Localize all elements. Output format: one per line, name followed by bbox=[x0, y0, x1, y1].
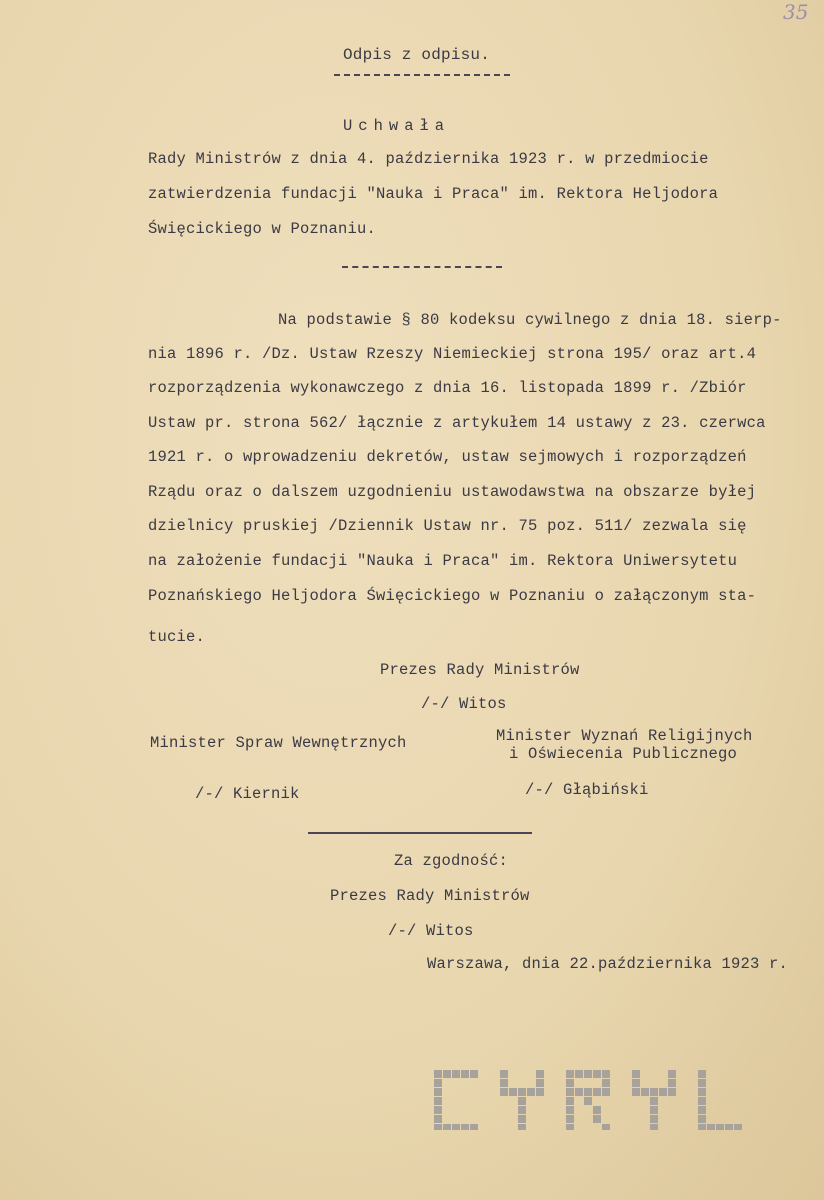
watermark-block bbox=[716, 1124, 724, 1130]
body-line: na założenie fundacji "Nauka i Praca" im. Rektora Uniwersytetu bbox=[148, 552, 738, 570]
watermark-block bbox=[602, 1070, 610, 1078]
watermark-block bbox=[725, 1124, 733, 1130]
subject-line: Rady Ministrów z dnia 4. października 1923 r. w przedmiocie bbox=[148, 150, 709, 168]
watermark-block bbox=[584, 1097, 592, 1105]
watermark-block bbox=[461, 1070, 469, 1078]
watermark-block bbox=[698, 1106, 706, 1114]
watermark-block bbox=[593, 1088, 601, 1096]
watermark-block bbox=[434, 1115, 442, 1123]
watermark-block bbox=[536, 1070, 544, 1078]
watermark-block bbox=[566, 1097, 574, 1105]
watermark-block bbox=[659, 1088, 667, 1096]
watermark-block bbox=[602, 1079, 610, 1087]
watermark-block bbox=[575, 1070, 583, 1078]
watermark-block bbox=[518, 1106, 526, 1114]
section-divider bbox=[342, 266, 502, 268]
religion-minister-title-2: i Oświecenia Publicznego bbox=[509, 745, 738, 763]
watermark-block bbox=[593, 1070, 601, 1078]
subject-line: Święcickiego w Poznaniu. bbox=[148, 220, 377, 238]
watermark-block bbox=[593, 1115, 601, 1123]
body-line: tucie. bbox=[148, 628, 206, 646]
body-line: Poznańskiego Heljodora Święcickiego w Poznaniu o załączonym sta- bbox=[148, 587, 757, 605]
watermark-block bbox=[443, 1124, 451, 1130]
watermark-block bbox=[452, 1124, 460, 1130]
religion-minister-title: Minister Wyznań Religijnych bbox=[496, 727, 753, 745]
page-number: 35 bbox=[783, 0, 809, 24]
watermark-block bbox=[668, 1070, 676, 1078]
watermark-block bbox=[632, 1088, 640, 1096]
religion-minister-signature: /-/ Głąbiński bbox=[525, 781, 649, 799]
watermark-block bbox=[575, 1088, 583, 1096]
watermark-block bbox=[461, 1124, 469, 1130]
watermark-block bbox=[566, 1106, 574, 1114]
watermark-block bbox=[668, 1079, 676, 1087]
watermark-block bbox=[527, 1088, 535, 1096]
body-line: Na podstawie § 80 kodeksu cywilnego z dnia 18. sierp- bbox=[278, 311, 782, 329]
body-line: nia 1896 r. /Dz. Ustaw Rzeszy Niemieckiej strona 195/ oraz art.4 bbox=[148, 345, 757, 363]
watermark-block bbox=[602, 1088, 610, 1096]
watermark-block bbox=[434, 1079, 442, 1087]
watermark-block bbox=[566, 1124, 574, 1130]
watermark-block bbox=[632, 1070, 640, 1078]
section-divider bbox=[308, 832, 532, 834]
watermark-block bbox=[500, 1079, 508, 1087]
watermark-block bbox=[536, 1088, 544, 1096]
interior-minister-title: Minister Spraw Wewnętrznych bbox=[150, 734, 407, 752]
watermark-block bbox=[698, 1070, 706, 1078]
watermark-block bbox=[698, 1079, 706, 1087]
watermark-block bbox=[698, 1124, 706, 1130]
body-line: Rządu oraz o dalszem uzgodnieniu ustawodawstwa na obszarze byłej bbox=[148, 483, 757, 501]
watermark-block bbox=[518, 1097, 526, 1105]
watermark-block bbox=[536, 1079, 544, 1087]
watermark-block bbox=[518, 1088, 526, 1096]
watermark-block bbox=[650, 1106, 658, 1114]
watermark-block bbox=[593, 1106, 601, 1114]
watermark-block bbox=[698, 1097, 706, 1105]
watermark-block bbox=[452, 1070, 460, 1078]
certification-title: Prezes Rady Ministrów bbox=[330, 887, 530, 905]
watermark-block bbox=[566, 1088, 574, 1096]
cyryl-watermark-logo bbox=[434, 1070, 756, 1130]
watermark-block bbox=[500, 1070, 508, 1078]
interior-minister-signature: /-/ Kiernik bbox=[195, 785, 300, 803]
watermark-block bbox=[584, 1070, 592, 1078]
body-line: rozporządzenia wykonawczego z dnia 16. listopada 1899 r. /Zbiór bbox=[148, 379, 747, 397]
watermark-block bbox=[734, 1124, 742, 1130]
watermark-block bbox=[707, 1124, 715, 1130]
watermark-block bbox=[566, 1115, 574, 1123]
watermark-block bbox=[434, 1097, 442, 1105]
body-line: Ustaw pr. strona 562/ łącznie z artykułem 14 ustawy z 23. czerwca bbox=[148, 414, 766, 432]
watermark-block bbox=[470, 1124, 478, 1130]
watermark-block bbox=[698, 1115, 706, 1123]
watermark-block bbox=[500, 1088, 508, 1096]
watermark-block bbox=[509, 1088, 517, 1096]
watermark-block bbox=[641, 1088, 649, 1096]
watermark-block bbox=[434, 1124, 442, 1130]
prime-minister-title: Prezes Rady Ministrów bbox=[380, 661, 580, 679]
watermark-block bbox=[434, 1088, 442, 1096]
watermark-block bbox=[434, 1070, 442, 1078]
watermark-block bbox=[470, 1070, 478, 1078]
watermark-block bbox=[566, 1070, 574, 1078]
resolution-heading: Uchwała bbox=[343, 117, 451, 135]
body-line: 1921 r. o wprowadzeniu dekretów, ustaw sejmowych i rozporządzeń bbox=[148, 448, 747, 466]
place-date: Warszawa, dnia 22.października 1923 r. bbox=[427, 955, 789, 973]
certification-signature: /-/ Witos bbox=[388, 922, 474, 940]
watermark-block bbox=[650, 1115, 658, 1123]
watermark-block bbox=[650, 1088, 658, 1096]
watermark-block bbox=[632, 1079, 640, 1087]
body-line: dzielnicy pruskiej /Dziennik Ustaw nr. 75 poz. 511/ zezwala się bbox=[148, 517, 747, 535]
watermark-block bbox=[650, 1124, 658, 1130]
document-title: Odpis z odpisu. bbox=[343, 46, 491, 64]
watermark-block bbox=[584, 1088, 592, 1096]
watermark-block bbox=[443, 1070, 451, 1078]
watermark-block bbox=[566, 1079, 574, 1087]
title-underline bbox=[334, 74, 510, 76]
watermark-block bbox=[518, 1115, 526, 1123]
watermark-block bbox=[434, 1106, 442, 1114]
watermark-block bbox=[650, 1097, 658, 1105]
watermark-block bbox=[518, 1124, 526, 1130]
prime-minister-signature: /-/ Witos bbox=[421, 695, 507, 713]
watermark-block bbox=[602, 1124, 610, 1130]
watermark-block bbox=[698, 1088, 706, 1096]
watermark-block bbox=[668, 1088, 676, 1096]
certification-label: Za zgodność: bbox=[394, 852, 509, 870]
subject-line: zatwierdzenia fundacji "Nauka i Praca" im. Rektora Heljodora bbox=[148, 185, 719, 203]
